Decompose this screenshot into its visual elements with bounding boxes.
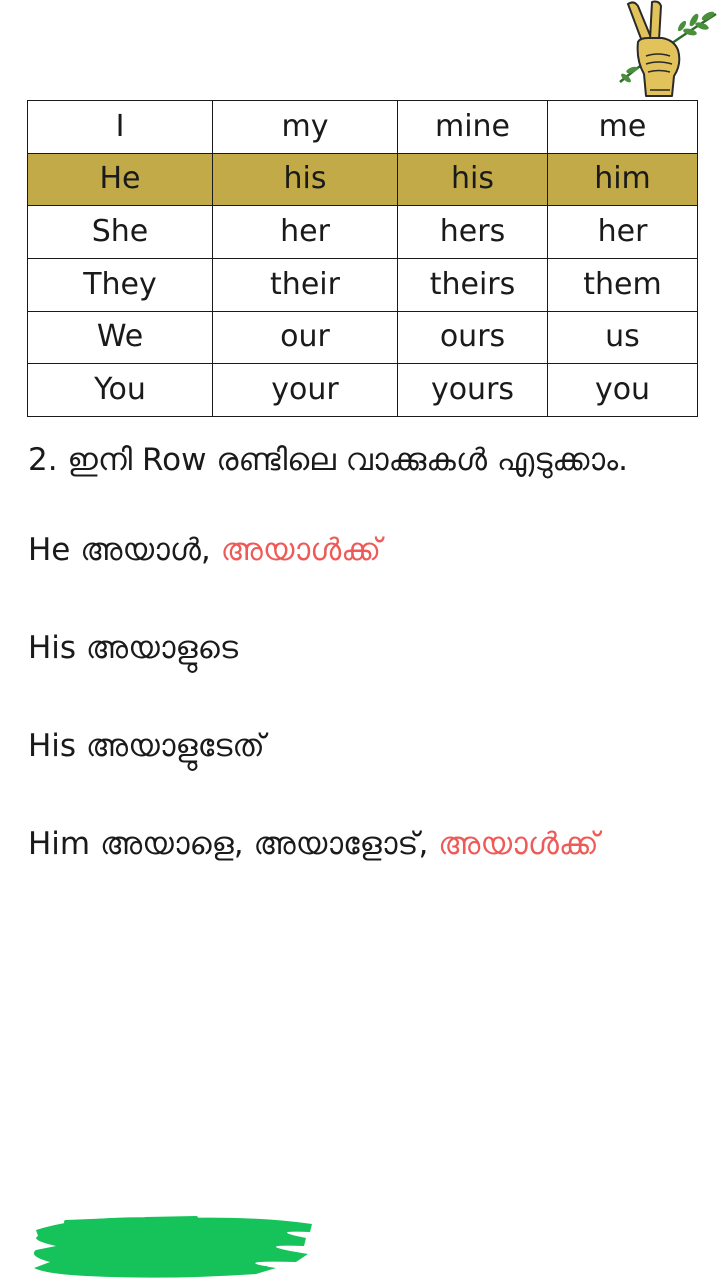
- green-brush-stroke: [26, 1210, 318, 1282]
- table-cell-possessive-pronoun: his: [398, 153, 548, 206]
- table-row: [28, 153, 698, 206]
- example-line-his-possessive: [28, 630, 692, 667]
- table-cell-possessive-pronoun: hers: [398, 206, 548, 259]
- pronoun-table: [27, 100, 698, 417]
- table-row: [28, 258, 698, 311]
- table-cell-subject: They: [28, 258, 213, 311]
- table-cell-possessive-adjective: my: [213, 101, 398, 154]
- table-cell-possessive-pronoun: yours: [398, 364, 548, 417]
- intro-paragraph: 2. ഇനി Row രണ്ടിലെ വാക്കുകൾ എടുക്കാം.: [28, 442, 628, 478]
- table-cell-subject: You: [28, 364, 213, 417]
- table-cell-object: her: [548, 206, 698, 259]
- table-cell-possessive-adjective: our: [213, 311, 398, 364]
- example-text: His അയാളുടേത്: [28, 728, 265, 764]
- example-text: He അയാൾ,: [28, 532, 221, 568]
- example-highlight: അയാൾക്ക്: [220, 532, 382, 568]
- table-row: [28, 311, 698, 364]
- example-line-him: [28, 826, 692, 863]
- table-cell-subject: I: [28, 101, 213, 154]
- table-cell-object: them: [548, 258, 698, 311]
- table-row: [28, 364, 698, 417]
- table-cell-subject: He: [28, 153, 213, 206]
- example-text: Him അയാളെ, അയാളോട്,: [28, 826, 439, 862]
- explanation-section: [28, 434, 692, 863]
- table-row: [28, 101, 698, 154]
- example-highlight: അയാൾക്ക്: [438, 826, 599, 862]
- table-row: [28, 206, 698, 259]
- table-cell-subject: She: [28, 206, 213, 259]
- table-cell-possessive-pronoun: mine: [398, 101, 548, 154]
- table-cell-possessive-adjective: her: [213, 206, 398, 259]
- pronoun-table-body: [28, 101, 698, 417]
- table-cell-subject: We: [28, 311, 213, 364]
- table-cell-possessive-adjective: your: [213, 364, 398, 417]
- peace-hand-olive-branch-icon: [612, 0, 720, 100]
- table-cell-object: him: [548, 153, 698, 206]
- table-cell-possessive-pronoun: ours: [398, 311, 548, 364]
- example-text: His അയാളുടെ: [28, 630, 238, 666]
- example-line-he: [28, 532, 692, 569]
- table-cell-possessive-adjective: their: [213, 258, 398, 311]
- example-line-his-pronoun: [28, 728, 692, 765]
- table-cell-possessive-pronoun: theirs: [398, 258, 548, 311]
- table-cell-object: us: [548, 311, 698, 364]
- table-cell-object: me: [548, 101, 698, 154]
- table-cell-object: you: [548, 364, 698, 417]
- table-cell-possessive-adjective: his: [213, 153, 398, 206]
